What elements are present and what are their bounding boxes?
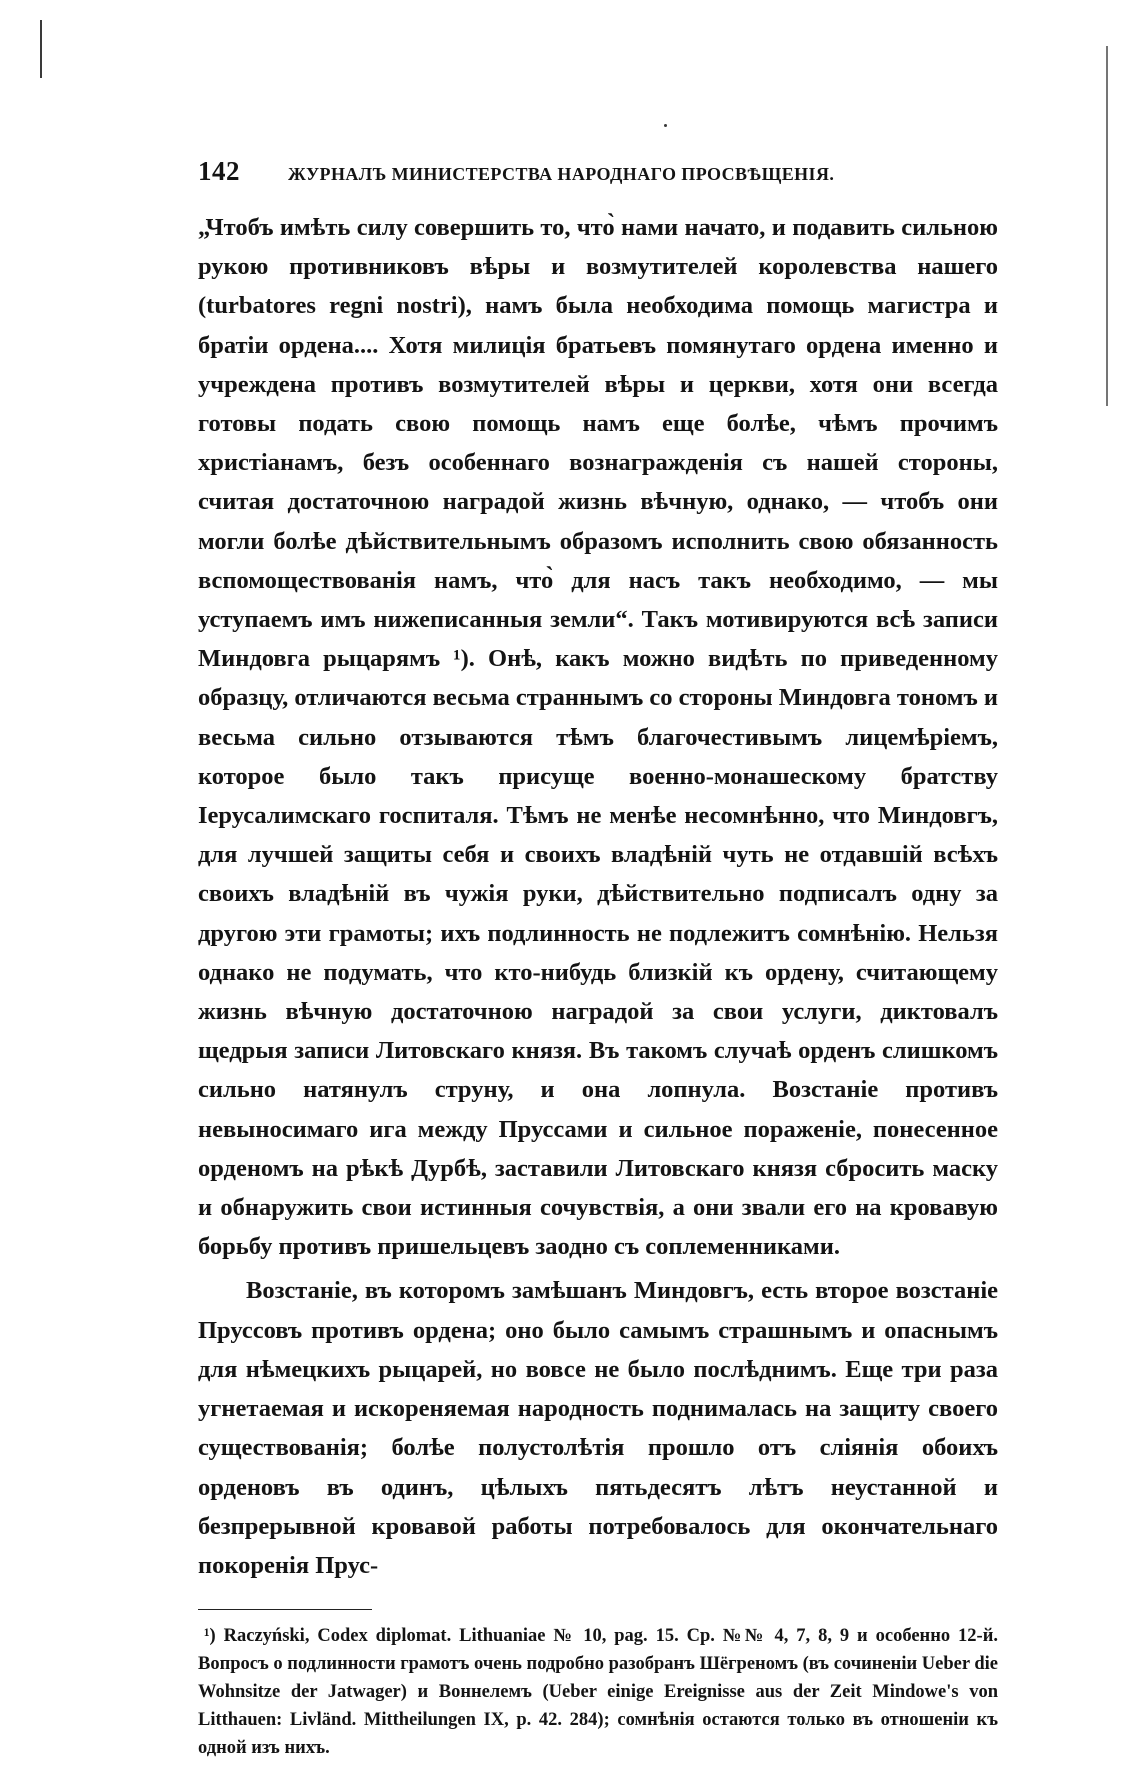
scan-mark-dot xyxy=(664,124,667,127)
scan-mark-right-edge xyxy=(1106,46,1108,406)
book-page xyxy=(198,156,998,1762)
scan-mark-left-top xyxy=(40,20,42,78)
paragraph-1: „Чтобъ имѣть силу совершить то, что̀ нами начато, и подавить сильною рукою противниковъ вѣры и возмутителей королевства нашего (turbatores regni nostri), намъ была необходима помощь магистра и братіи ордена.... Хотя милиція братьевъ помянутаго ордена именно и учреждена противъ возмутителей вѣры и церкви, хотя они всегда готовы подать свою помощь намъ еще болѣе, чѣмъ прочимъ христіанамъ, безъ особеннаго вознагражденія съ нашей стороны, считая достаточною наградой жизнь вѣчную, однако, — чтобъ они могли болѣе дѣйствительнымъ образомъ исполнить свою обязанность вспомоществованія намъ, что̀ для насъ такъ необходимо, — мы уступаемъ имъ нижеписанныя земли“. Такъ мотивируются всѣ записи Миндовга рыцарямъ ¹). Онѣ, какъ можно видѣть по приведенному образцу, отличаются весьма страннымъ со стороны Миндовга тономъ и весьма сильно отзываются тѣмъ благочестивымъ лицемѣріемъ, которое было такъ присуще военно-монашескому братству Іерусалимскаго госпиталя. Тѣмъ не менѣе несомнѣнно, что Миндовгъ, для лучшей защиты себя и своихъ владѣній чуть не отдавшій всѣхъ своихъ владѣній въ чужія руки, дѣйствительно подписалъ одну за другою эти грамоты; ихъ подлинность не подлежитъ сомнѣнію. Нельзя однако не подумать, что кто-нибудь близкій къ ордену, считающему жизнь вѣчную достаточною наградой за свои услуги, диктовалъ щедрыя записи Литовскаго князя. Въ такомъ случаѣ орденъ слишкомъ сильно натянулъ струну, и она лопнула. Возстаніе противъ невыносимаго ига между Пруссами и сильное пораженіе, понесенное орденомъ на рѣкѣ Дурбѣ, заставили Литовскаго князя сбросить маску и обнаружить свои истинныя сочувствія, а они звали его на кровавую борьбу противъ пришельцевъ заодно съ соплеменниками. xyxy=(198,214,998,1261)
paragraph-2: Возстаніе, въ которомъ замѣшанъ Миндовгъ, есть второе возстаніе Пруссовъ противъ ордена; оно было самымъ страшнымъ и опаснымъ для нѣмецкихъ рыцарей, но вовсе не было послѣднимъ. Еще три раза угнетаемая и искореняемая народность поднималась на защиту своего существованія; болѣе полустолѣтія прошло отъ сліянія обоихъ орденовъ въ одинъ, цѣлыхъ пятьдесятъ лѣтъ неустанной и безпрерывной кровавой работы потребовалось для окончательнаго покоренія Прус- xyxy=(198,1277,998,1579)
footnote-divider xyxy=(198,1609,372,1610)
main-text xyxy=(198,208,998,1585)
footnotes xyxy=(198,1622,998,1762)
page-header xyxy=(198,156,998,198)
page-number: 142 xyxy=(198,156,240,186)
running-head: ЖУРНАЛЪ МИНИСТЕРСТВА НАРОДНАГО ПРОСВѢЩЕНІЯ. xyxy=(288,164,835,184)
footnote-1: ¹) Raczyński, Codex diplomat. Lithuaniae № 10, pag. 15. Cp. №№ 4, 7, 8, 9 и особенно 12-й. Вопросъ о подлинности грамотъ очень подробно разобранъ Шёгреномъ (въ сочиненіи Ueber die Wohnsitze der Jatwager) и Воннелемъ (Ueber einige Ereignisse aus der Zeit Mindowe's von Litthauen: Livländ. Mittheilungen IX, p. 42. 284); сомнѣнія остаются только въ отношеніи къ одной изъ нихъ. xyxy=(198,1626,998,1759)
